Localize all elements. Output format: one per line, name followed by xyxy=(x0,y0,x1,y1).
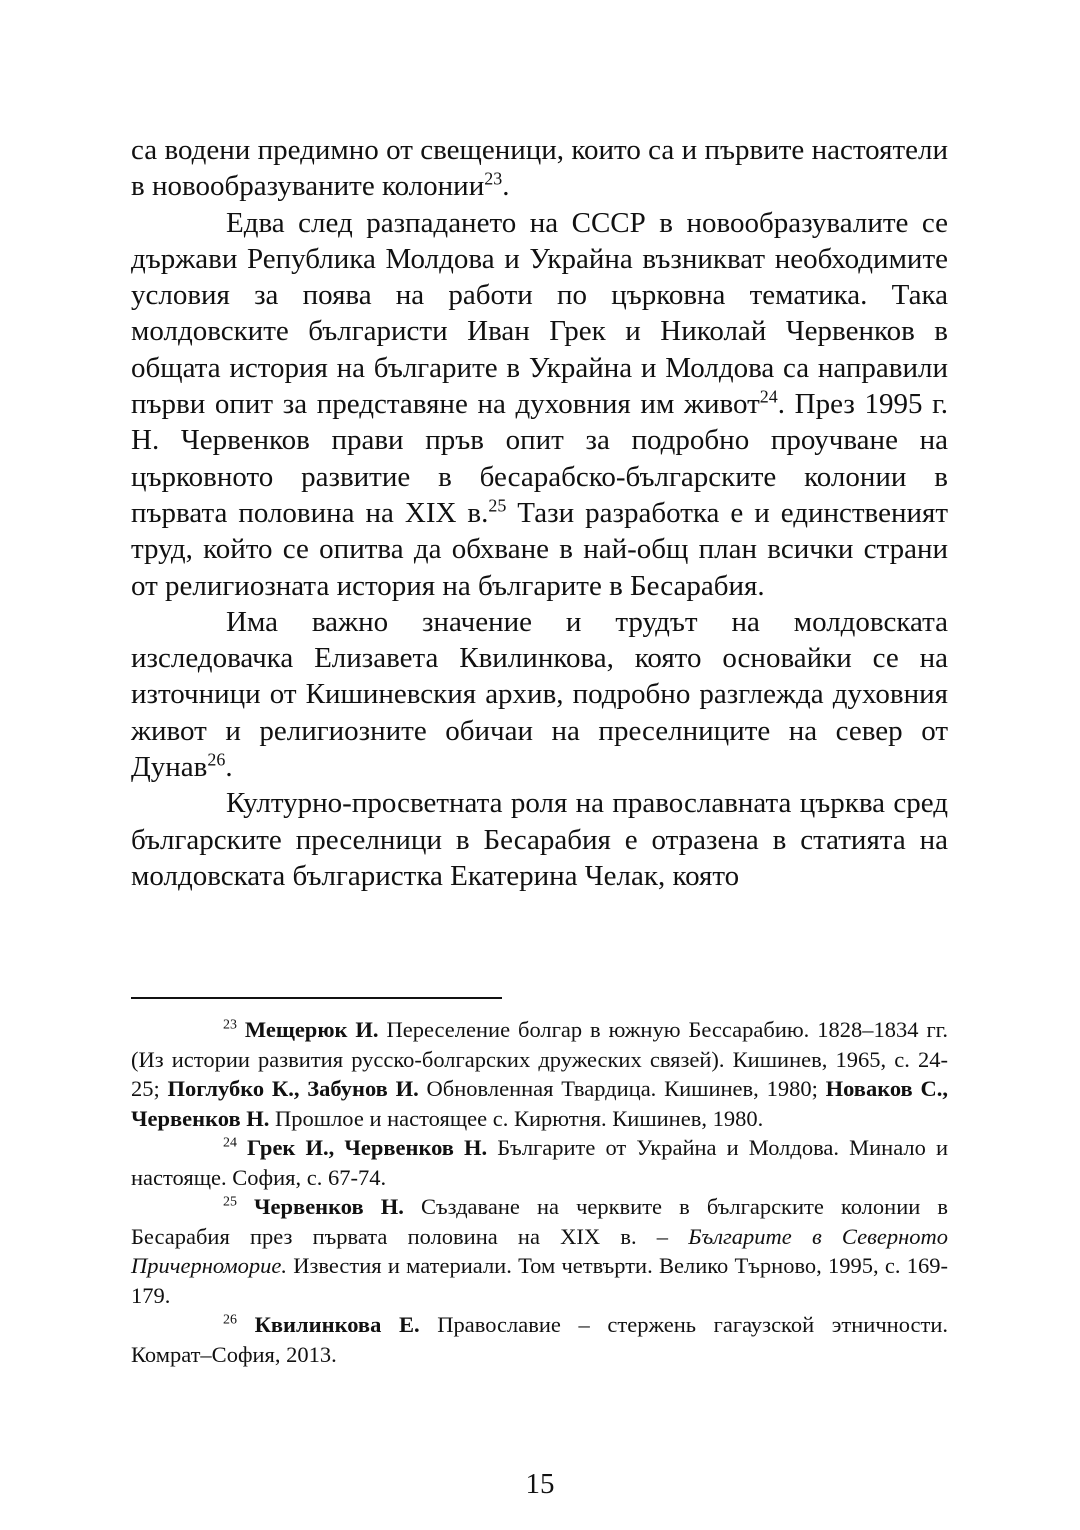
footnote-author: Новаков С., Червенков Н. xyxy=(131,1076,948,1131)
footnote-23: $^{23}$ Мещерюк И. Переселение болгар в южную Бессарабию. 1828–1834 гг. (Из истории развития русско-болгарских дружеских связей). Кишинев, 1965, с. 24-25; Поглубко К., Забунов И. Обновленная Твардица. Кишинев, 1980; Новаков С., Червенков Н. Прошлое и настоящее с. Кирютня. Кишинев, 1980. xyxy=(131,1017,948,1131)
paragraph-4: Културно-просветната роля на православната църква сред българските преселници в Бесарабия е отразена в статията на молдовската българистка Екатерина Челак, която xyxy=(131,787,948,892)
paragraph-2: Едва след разпадането на СССР в новообразувалите се държави Република Молдова и Украйна възникват необходимите условия за поява на работи по църковна тематика. Така молдовските българисти Иван Грек и Николай Червенков в общата история на българите в Украйна и Молдова са направили първи опит за представяне на духовния им живот$^{24}$. През 1995 г. Н. Червенков прави пръв опит за подробно проучване на църковното развитие в бесарабско-българските колонии в първата половина на XIX в.$^{25}$ Тази разработка е и единственият труд, който се опитва да обхване в най-общ план всички страни от религиозната история на българите в Бесарабия. xyxy=(131,206,948,602)
footnote-24: $^{24}$ Грек И., Червенков Н. Българите от Украйна и Молдова. Минало и настояще. София, с. 67-74. xyxy=(131,1135,948,1190)
paragraph-3: Има важно значение и трудът на молдовската изследовачка Елизавета Квилинкова, която основайки се на източници от Кишиневския архив, подробно разглежда духовния живот и религиозните обичаи на преселниците на север от Дунав$^{26}$. xyxy=(131,605,948,784)
footnote-25: $^{25}$ Червенков Н. Създаване на черквите в българските колонии в Бесарабия през първата половина на XIX в. – Българите в Северното Причерноморие. Известия и материали. Том четвърти. Велико Търново, 1995, с. 169-179. xyxy=(131,1194,948,1308)
footnote-author: Червенков Н. xyxy=(254,1194,404,1219)
footnote-ref-25[interactable]: 25 xyxy=(488,495,507,516)
footnote-publication-title: Българите в Северното Причерноморие. xyxy=(131,1223,948,1278)
footnote-separator xyxy=(131,997,502,999)
footnote-26: $^{26}$ Квилинкова Е. Православие – стержень гагаузской этничности. Комрат–София, 2013. xyxy=(131,1312,949,1367)
footnote-author: Грек И., Червенков Н. xyxy=(247,1135,488,1160)
page-number: 15 xyxy=(525,1468,555,1500)
paragraph-1: са водени предимно от свещеници, които са и първите настоятели в новообразуваните колонии$^{23}$. xyxy=(131,134,948,203)
footnote-number: 26 xyxy=(223,1312,237,1328)
footnote-ref-26[interactable]: 26 xyxy=(207,749,226,770)
main-text xyxy=(131,132,948,894)
footnote-ref-23[interactable]: 23 xyxy=(484,168,503,189)
footnote-number: 24 xyxy=(223,1135,237,1151)
footnote-number: 23 xyxy=(223,1017,237,1033)
footnote-number: 25 xyxy=(223,1194,237,1210)
footnote-author: Поглубко К., Забунов И. xyxy=(167,1076,419,1101)
footnote-author: Квилинкова Е. xyxy=(254,1312,420,1337)
footnote-ref-24[interactable]: 24 xyxy=(759,386,778,407)
footnote-author: Мещерюк И. xyxy=(244,1017,379,1042)
footnotes xyxy=(131,1015,948,1369)
